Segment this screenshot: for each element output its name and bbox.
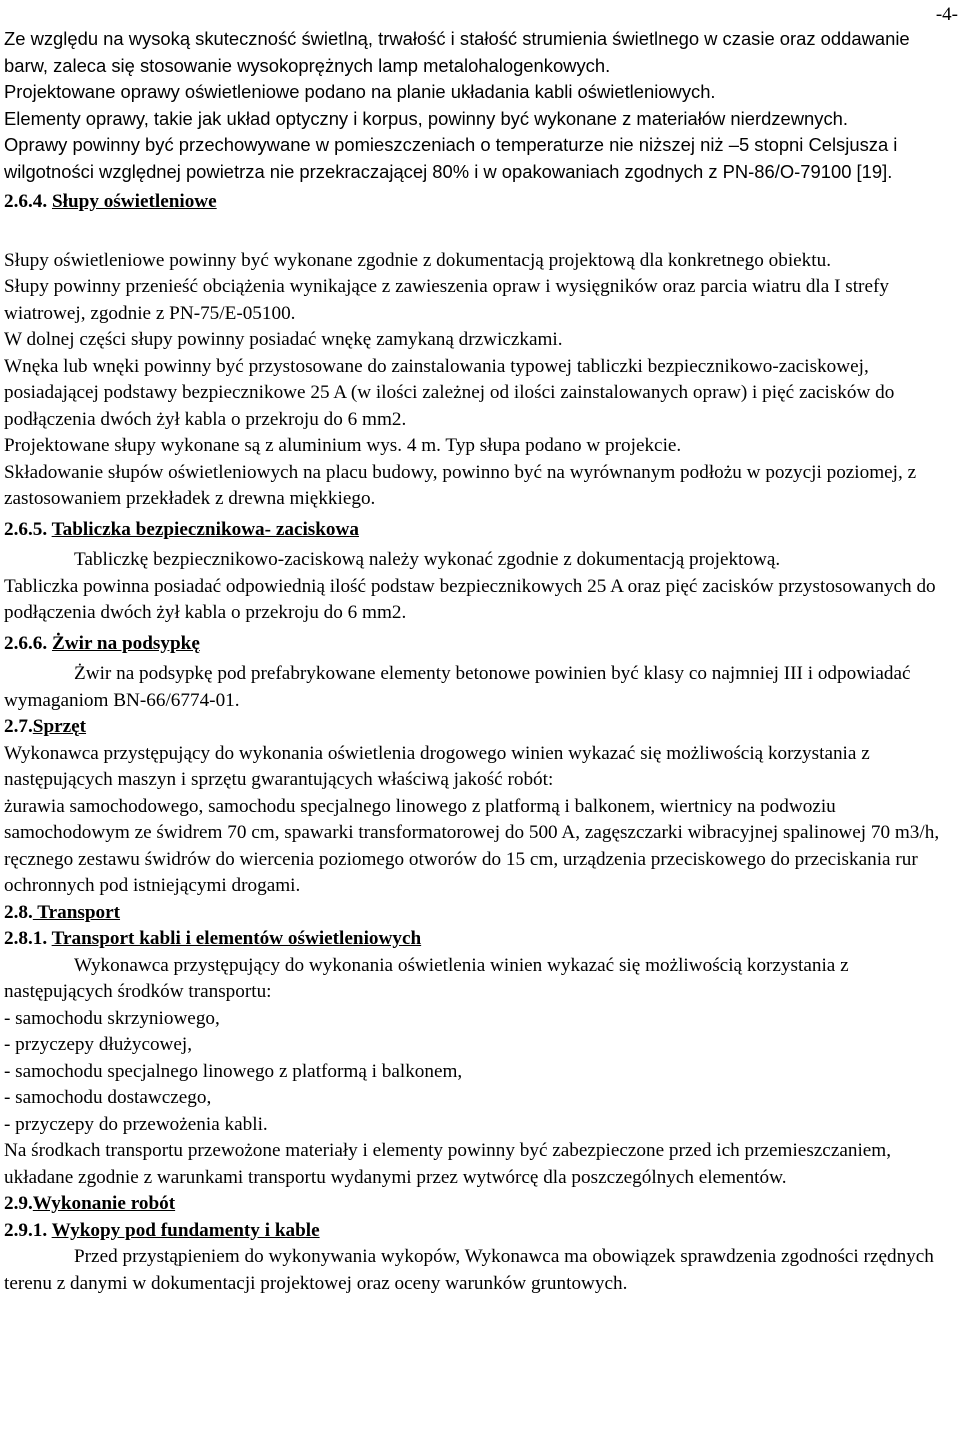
s265-paragraph-1: Tabliczkę bezpiecznikowo-zaciskową należy wykonać zgodnie z dokumentacją projektową. [74, 549, 781, 570]
section-number: 2.6.4. [4, 191, 52, 212]
section-title: Słupy oświetleniowe [51, 191, 217, 212]
s264-paragraph-5: Projektowane słupy wykonane są z aluminium wys. 4 m. Typ słupa podano w projekcie. [4, 435, 682, 456]
transport-list-item: - przyczepy dłużycowej, [4, 1034, 193, 1055]
section-title: Żwir na podsypkę [51, 632, 200, 654]
transport-list-item: - samochodu skrzyniowego, [4, 1007, 220, 1029]
section-title: Sprzęt [32, 716, 87, 737]
intro-paragraph-2: Projektowane oprawy oświetleniowe podano na planie układania kabli oświetleniowych. [4, 81, 716, 102]
section-title: Wykonanie robót [32, 1193, 176, 1214]
s291-paragraph: Przed przystąpieniem do wykonywania wykopów, Wykonawca ma obowiązek sprawdzenia zgodności rzędnych terenu z danymi w dokumentacji projektowej oraz oceny warunków gruntowych. [4, 1246, 934, 1294]
transport-list-item: - samochodu specjalnego linowego z platformą i balkonem, [4, 1060, 463, 1082]
s264-paragraph-2: Słupy powinny przenieść obciążenia wynikające z zawieszenia opraw i wysięgników oraz parcia wiatru dla I strefy wiatrowej, zgodnie z PN-75/E-05100. [4, 276, 889, 324]
section-title: Transport [32, 901, 121, 923]
section-2-8-1-heading [4, 926, 950, 953]
section-number: 2.9. [4, 1193, 33, 1214]
s264-paragraph-3: W dolnej części słupy powinny posiadać wnękę zamykaną drzwiczkami. [4, 329, 563, 350]
section-title: Tabliczka bezpiecznikowa- zaciskowa [51, 518, 359, 540]
s264-paragraph-4: Wnęka lub wnęki powinny być przystosowane do zainstalowania typowej tabliczki bezpiecznikowo-zaciskowej, posiadającej podstawy bezpiecznikowe 25 A (w ilości zależnej od ilości zainstalowanych opraw) i pięć zacisków do podłączenia dwóch żył kabla o przekroju do 6 mm2. [4, 355, 895, 430]
s264-paragraph-6: Składowanie słupów oświetleniowych na placu budowy, powinno być na wyrównanym podłożu w pozycji poziomej, z zastosowaniem przekładek z drewna miękkiego. [4, 461, 917, 509]
section-number: 2.8. [4, 901, 33, 923]
section-number: 2.6.5. [4, 518, 52, 540]
page-number: -4- [935, 4, 958, 25]
section-2-7-heading [4, 714, 950, 741]
section-2-6-4-heading [4, 189, 950, 216]
section-2-6-5-heading [4, 517, 950, 544]
s264-paragraph-1: Słupy oświetleniowe powinny być wykonane zgodnie z dokumentacją projektową dla konkretnego obiektu. [4, 249, 831, 271]
intro-paragraph-1: Ze względu na wysoką skuteczność świetlną, trwałość i stałość strumienia świetlnego w czasie oraz oddawanie barw, zaleca się stosowanie wysokoprężnych lamp metalohalogenkowych. [4, 28, 910, 76]
section-number: 2.8.1. [4, 928, 52, 949]
section-number: 2.6.6. [4, 632, 52, 654]
section-number: 2.7. [4, 716, 33, 737]
s27-paragraph-2: żurawia samochodowego, samochodu specjalnego linowego z platformą i balkonem, wiertnicy na podwoziu samochodowym ze świdrem 70 cm, spawarki transformatorowej do 500 A, zagęszczarki wibracyjnej spalinowej 70 m3/h, ręcznego zestawu świdrów do wiercenia poziomego otworów do 15 cm, urządzenia przeciskowego do przeciskania rur ochronnych pod istniejącymi drogami. [4, 795, 940, 896]
section-2-9-1-heading [4, 1218, 950, 1245]
section-title: Wykopy pod fundamenty i kable [51, 1219, 320, 1241]
s281-intro: Wykonawca przystępujący do wykonania oświetlenia winien wykazać się możliwością korzystania z następujących środków transportu: [4, 954, 849, 1002]
section-2-9-heading [4, 1191, 950, 1218]
section-title: Transport kabli i elementów oświetleniowych [51, 928, 422, 949]
intro-paragraph-4: Oprawy powinny być przechowywane w pomieszczeniach o temperaturze nie niższej niż –5 stopni Celsjusza i wilgotności względnej powietrza nie przekraczającej 80% i w opakowaniach zgodnych z PN-86/O-79100 [19]. [4, 134, 898, 182]
intro-paragraph-3: Elementy oprawy, takie jak układ optyczny i korpus, powinny być wykonane z materiałów nierdzewnych. [4, 107, 848, 129]
section-2-8-heading [4, 900, 950, 927]
transport-list-item: - samochodu dostawczego, [4, 1087, 212, 1108]
section-2-6-6-heading [4, 631, 950, 658]
transport-list-item: - przyczepy do przewożenia kabli. [4, 1113, 268, 1135]
s265-paragraph-2: Tabliczka powinna posiadać odpowiednią ilość podstaw bezpiecznikowych 25 A oraz pięć zacisków przystosowanych do podłączenia dwóch żył kabla o przekroju do 6 mm2. [4, 575, 936, 623]
section-number: 2.9.1. [4, 1219, 52, 1241]
s281-closing: Na środkach transportu przewożone materiały i elementy powinny być zabezpieczone przed ich przemieszczaniem, układane zgodnie z warunkami transportu wydanymi przez wytwórcę dla poszczególnych elementów. [4, 1140, 892, 1188]
s266-paragraph-1: Żwir na podsypkę pod prefabrykowane elementy betonowe powinien być klasy co najmniej III i odpowiadać wymaganiom BN-66/6774-01. [4, 663, 911, 711]
s27-paragraph-1: Wykonawca przystępujący do wykonania oświetlenia drogowego winien wykazać się możliwością korzystania z następujących maszyn i sprzętu gwarantujących właściwą jakość robót: [4, 742, 870, 790]
